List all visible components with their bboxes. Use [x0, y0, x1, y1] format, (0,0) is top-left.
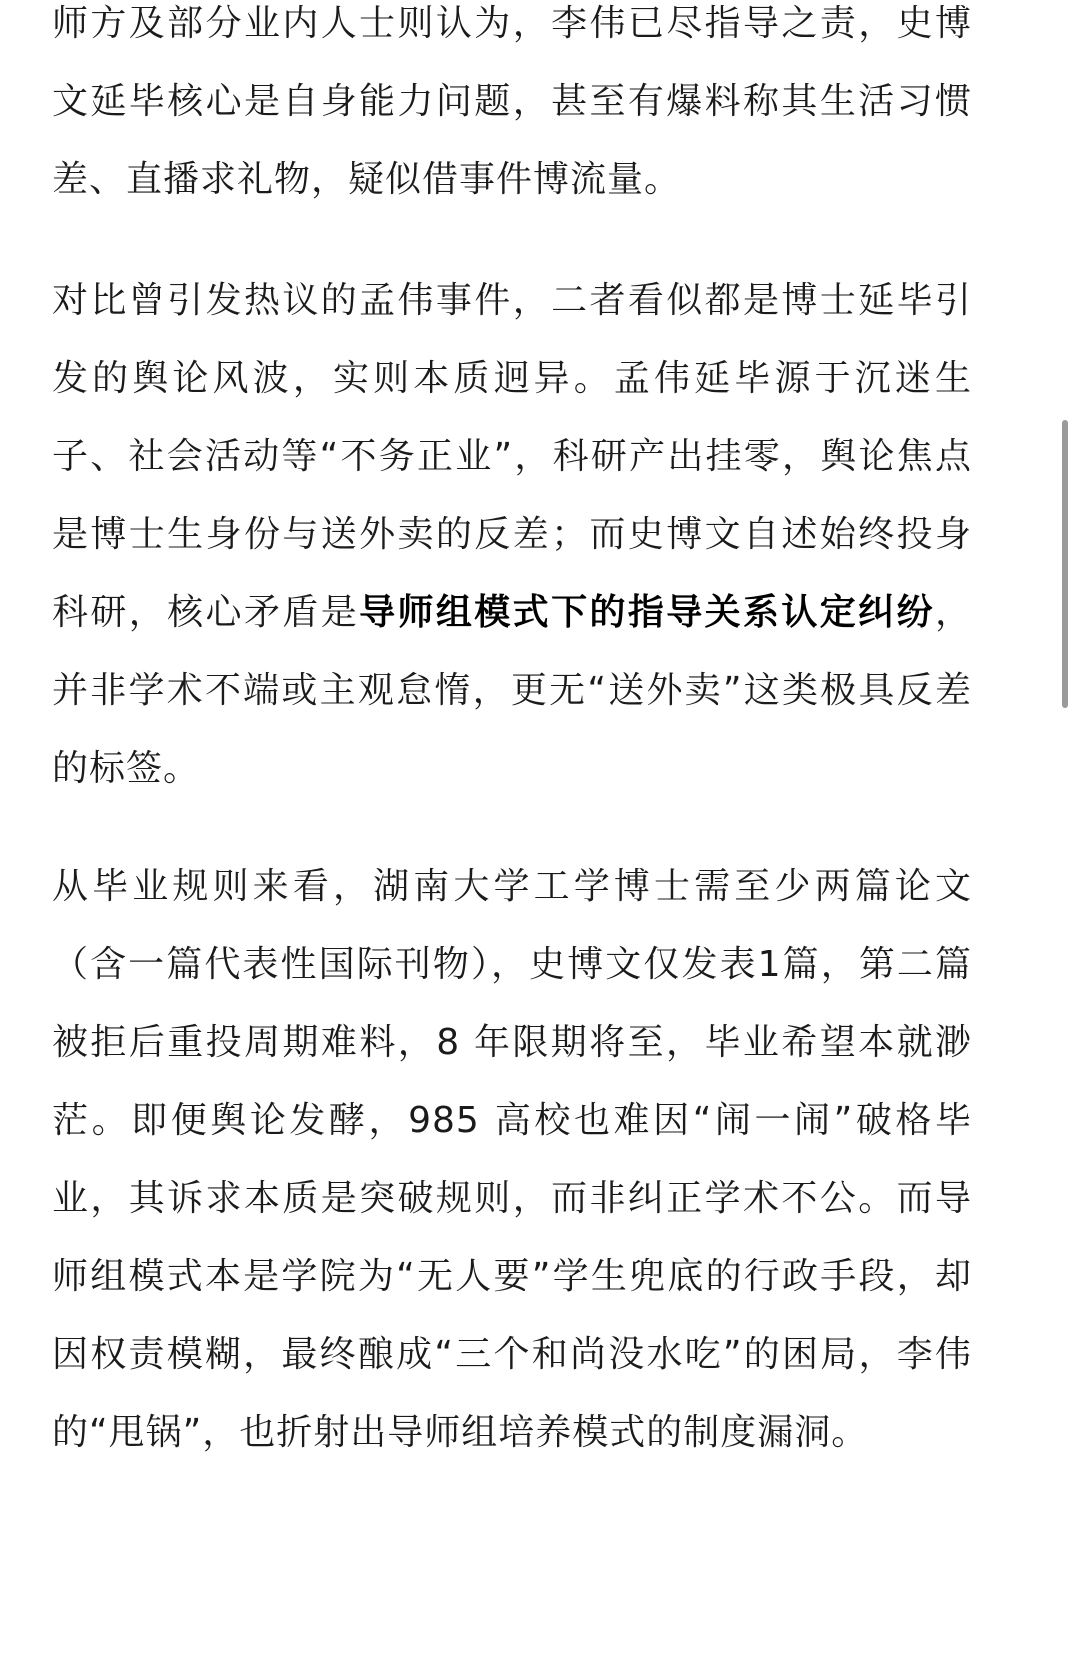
- vertical-scrollbar[interactable]: [1058, 0, 1072, 1672]
- paragraph-2-text-end: ，并非学术不端或主观怠惰，更无“送外卖”这类极具反差的标签。: [52, 592, 972, 789]
- paragraph-1: 师方及部分业内人士则认为，李伟已尽指导之责，史博文延毕核心是自身能力问题，甚至有爆料称其生活习惯差、直播求礼物，疑似借事件博流量。: [52, 3, 972, 200]
- paragraph-2: [52, 262, 972, 808]
- scrollbar-thumb[interactable]: [1062, 420, 1068, 708]
- paragraph-3: 从毕业规则来看，湖南大学工学博士需至少两篇论文（含一篇代表性国际刊物），史博文仅发表1篇，第二篇被拒后重投周期难料，8 年限期将至，毕业希望本就渺茫。即便舆论发酵，985 高校也难因“闹一闹”破格毕业，其诉求本质是突破规则，而非纠正学术不公。而导师组模式本是学院为“无人要”学生兜底的行政手段，却因权责模糊，最终酿成“三个和尚没水吃”的困局，李伟的“甩锅”，也折射出导师组培养模式的制度漏洞。: [52, 866, 972, 1453]
- paragraph-2-bold-phrase: 导师组模式下的指导关系认定纠纷: [359, 592, 935, 633]
- paragraph-2-text-start: 对比曾引发热议的孟伟事件，二者看似都是博士延毕引发的舆论风波，实则本质迥异。孟伟延毕源于沉迷生子、社会活动等“不务正业”，科研产出挂零，舆论焦点是博士生身份与送外卖的反差；而史博文自述始终投身科研，核心矛盾是: [52, 280, 972, 633]
